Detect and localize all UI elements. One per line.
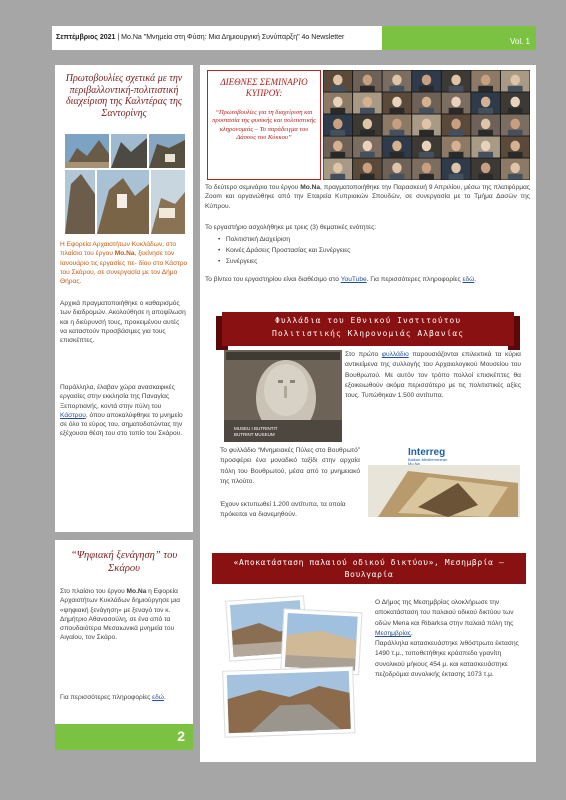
participant-face <box>422 97 431 108</box>
participant-body <box>419 108 434 114</box>
participant-body <box>390 152 405 158</box>
zoom-meeting-screenshot <box>323 70 530 180</box>
participant-face <box>481 97 490 108</box>
albania-paragraph-3: Έχουν εκτυπωθεί 1.200 αντίτυπα, τα οποία πρόκειται να διανεμηθούν. <box>220 501 346 519</box>
participant-body <box>508 108 523 114</box>
participant-body <box>330 86 345 92</box>
participant-face <box>363 119 372 130</box>
participant-face <box>333 75 342 86</box>
interreg-mona: Mo.Na <box>408 461 420 466</box>
participant-face <box>481 141 490 152</box>
seminar-topic-list <box>218 235 518 266</box>
participant-face <box>422 75 431 86</box>
participant-face <box>363 163 372 174</box>
interreg-booklet-photo <box>368 443 520 517</box>
list-item: • Συνέργειες <box>218 257 258 265</box>
santorini-paragraph-3: Παράλληλα, έλαβαν χώρα ανασκαφικές εργασίες στην εκκλησία της Παναγίας Ξεπορτιανής, κοντά στην πύλη του Κάστρου, όπου αποκαλύφθηκε το μνημείο σε όλο το εύρος του, σηματοδοτώντας την εξέχουσα θέση του στο τοπίο του Σκάρου. <box>60 384 183 438</box>
participant-body <box>360 152 375 158</box>
participant-face <box>481 163 490 174</box>
digital-tour-link[interactable]: εδώ <box>152 694 164 701</box>
participant-body <box>478 86 493 92</box>
bulgaria-paragraph-2: Παράλληλα κατασκευάστηκε λιθόστρωτο έκτασης 1490 τ.μ., τοποθετήθηκε κράσπεδο γρανίτη συνολικού μήκους 454 μ. και κατασκευάστηκε πεζοδρόμια συνολικής έκτασης 1073 τ.μ. <box>375 640 519 678</box>
santorini-title: Πρωτοβουλίες σχετικά με την περιβαλλοντική-πολιτιστική διαχείριση της Καλντέρας της Σαντορίνης <box>65 73 183 119</box>
newsletter-header: Σεπτέμβριος 2021 | Mo.Na "Μνημεία στη Φύση: Μια Δημιουργική Συνύπαρξη" 4ο Newsletter <box>52 26 382 50</box>
participant-body <box>360 108 375 114</box>
seminar-title-box <box>207 70 321 180</box>
participant-body <box>449 152 464 158</box>
participant-body <box>360 86 375 92</box>
seminar-paragraph-1: Το δεύτερο σεμινάριο του έργου Mo.Na, πραγματοποιήθηκε την Παρασκευή 9 Απριλίου, μέσω της πλατφόρμας Zoom και οργανώθηκε από την Εταιρεία Κυπριακών Σπουδών, σε συνεργασία με το Τμήμα Δασών της Κύπρου. <box>205 184 530 210</box>
albania-paragraph-2: Το φυλλάδιο “Μνημειακές Πύλες στο Βουθρωτό” προσφέρει ένα μοναδικό ταξίδι στην αρχαία πόλη του Βουθρωτού, μέσα από το μνημειακό της πλούτο. <box>220 447 360 485</box>
participant-face <box>481 119 490 130</box>
participant-face <box>422 141 431 152</box>
header-date: Σεπτέμβριος 2021 <box>56 34 116 41</box>
seminar-paragraph-2: Το εργαστήριο ασχολήθηκε με τρεις (3) θεματικές ενότητες: <box>205 224 377 231</box>
mesembria-street-photos <box>220 593 365 743</box>
participant-body <box>478 108 493 114</box>
mesembria-link[interactable]: Μεσημβρίας <box>375 629 411 637</box>
participant-body <box>449 108 464 114</box>
seminar-title: ΔΙΕΘΝΕΣ ΣΕΜΙΝΑΡΙΟ ΚΥΠΡΟΥ: <box>220 77 308 98</box>
bulgaria-banner-title: «Αποκατάσταση παλαιού οδικού δικτύου», Μεσημβρία – Βουλγαρία <box>233 558 505 579</box>
participant-body <box>390 108 405 114</box>
participant-face <box>510 97 519 108</box>
participant-body <box>330 130 345 136</box>
participant-body <box>330 152 345 158</box>
list-item: • Κοινές Δράσεις Προστασίας και Συνέργειες <box>218 246 351 254</box>
participant-face <box>392 163 401 174</box>
seminar-subtitle: “Πρωτοβουλίες για τη διαχείριση και προστασία της φυσικής και πολιτιστικής κληρονομιάς – Το παράδειγμα του Δάσους του Κύκκου” <box>212 109 316 142</box>
participant-face <box>333 141 342 152</box>
seminar-info-link[interactable]: εδώ <box>462 276 475 283</box>
digital-tour-article <box>55 540 193 750</box>
page-number: 2 <box>177 728 185 744</box>
santorini-photo-collage <box>65 134 185 235</box>
participant-body <box>360 174 375 180</box>
albania-banner <box>216 312 520 352</box>
participant-face <box>451 163 460 174</box>
albania-paragraph-1: Στο πρώτο φυλλάδιο παρουσιάζονται επιλεκτικά τα κύρια αντικείμενα της συλλογής του Αρχαιολογικού Μουσείου του Βουθρωτού. Με αυτόν τον τρόπο πολλοί επισκέπτες θα εξοικειωθούν ακόμα περισσότερο με τις πολιτιστικές αξίες τους. Τυπώθηκαν 1.500 αντίτυπα. <box>345 351 521 400</box>
butrint-museum-booklet-cover <box>224 350 342 442</box>
participant-face <box>392 141 401 152</box>
participant-face <box>333 163 342 174</box>
participant-body <box>360 130 375 136</box>
bulgaria-paragraph-1: Ο Δήμος της Μεσημβρίας ολοκλήρωσε την αποκατάσταση του παλαιού οδικού δικτύου των οδών Mena και Ribarksa στην παλαιά πόλη της Μεσημβρίας. <box>375 599 514 637</box>
participant-face <box>451 141 460 152</box>
participant-body <box>478 152 493 158</box>
participant-face <box>392 75 401 86</box>
interreg-subtitle: Balkan-Mediterranean <box>408 457 448 462</box>
participant-face <box>422 163 431 174</box>
participant-body <box>390 174 405 180</box>
volume-label: Vol. 1 <box>509 37 530 46</box>
participant-body <box>419 130 434 136</box>
participant-face <box>392 119 401 130</box>
participant-body <box>508 174 523 180</box>
participant-body <box>478 174 493 180</box>
kastro-link[interactable]: Κάστρου <box>60 411 86 419</box>
header-project: Mo.Na "Μνημεία στη Φύση: Μια Δημιουργική Συνύπαρξη" <box>121 34 300 41</box>
participant-face <box>392 97 401 108</box>
participant-body <box>330 174 345 180</box>
participant-face <box>333 97 342 108</box>
participant-face <box>451 119 460 130</box>
booklet-caption-1: MUSEU I BUTRINTIT <box>234 426 278 431</box>
list-item: • Πολιτιστική Διαχείριση <box>218 236 291 243</box>
participant-face <box>510 141 519 152</box>
participant-body <box>508 130 523 136</box>
santorini-paragraph-2: Αρχικά πραγματοποιήθηκε ο καθαρισμός των διαδρομών. Ακολούθησε η αποψίλωση και η διεύρυνσή τους, προκειμένου αυτές να καταστούν προσβάσιμες για τους επισκέπτες. <box>60 300 186 345</box>
participant-body <box>508 152 523 158</box>
page-number-bar <box>55 724 193 750</box>
participant-face <box>363 141 372 152</box>
participant-body <box>449 86 464 92</box>
participant-face <box>363 75 372 86</box>
participant-face <box>510 163 519 174</box>
participant-face <box>451 97 460 108</box>
youtube-link[interactable]: YouTube <box>340 276 367 283</box>
booklet-link[interactable]: φυλλάδιο <box>381 351 409 358</box>
participant-body <box>508 86 523 92</box>
digital-tour-more-info: Για περισσότερες πληροφορίες εδώ. <box>60 694 166 701</box>
participant-face <box>481 75 490 86</box>
participant-body <box>449 130 464 136</box>
seminar-paragraph-3: Το βίντεο του εργαστηρίου είναι διαθέσιμο στο YouTube. Για περισσότερες πληροφορίες εδώ. <box>205 276 477 283</box>
participant-face <box>363 97 372 108</box>
bulgaria-banner <box>212 553 526 584</box>
digital-tour-title: “Ψηφιακή ξενάγηση” του Σκάρου <box>70 550 178 574</box>
albania-banner-line1: Φυλλάδια του Εθνικού Ινστιτούτου <box>274 316 462 325</box>
booklet-caption-2: BUTRINT MUSEUM <box>234 432 275 437</box>
participant-face <box>333 119 342 130</box>
header-volume-bar <box>382 26 536 50</box>
participant-body <box>330 108 345 114</box>
albania-banner-line2: Πολιτιστικής Κληρονομιάς Αλβανίας <box>272 329 464 338</box>
participant-body <box>419 174 434 180</box>
participant-face <box>451 75 460 86</box>
santorini-intro: Η Εφορεία Αρχαιοτήτων Κυκλάδων, στο πλαίσιο του έργου Mo.Na, ξεκίνησε τον Ιανουάριο τις εργασίες πε- δίου στο Κάστρο του Σκάρου, σε συνεργασία με τον Δήμο Θήρας. <box>60 241 188 286</box>
santorini-article <box>55 65 193 532</box>
participant-face <box>510 75 519 86</box>
participant-body <box>390 86 405 92</box>
header-issue: 4ο Newsletter <box>301 34 345 41</box>
participant-body <box>419 152 434 158</box>
participant-body <box>419 86 434 92</box>
participant-body <box>390 130 405 136</box>
participant-face <box>422 119 431 130</box>
participant-face <box>510 119 519 130</box>
participant-body <box>478 130 493 136</box>
interreg-logo: Interreg <box>408 447 446 458</box>
digital-tour-paragraph: Στο πλαίσιο του έργου Mo.Na η Εφορεία Αρχαιοτήτων Κυκλάδων δημιούργησε μια «ψηφιακή ξενάγηση» με ξεναγό τον κ. Δημήτριο Αθανασούλη, σε ένα από τα σπουδαιότερα Μεσαιωνικά μνημεία του Αιγαίου, τον Σκάρο. <box>60 588 181 642</box>
participant-body <box>449 174 464 180</box>
